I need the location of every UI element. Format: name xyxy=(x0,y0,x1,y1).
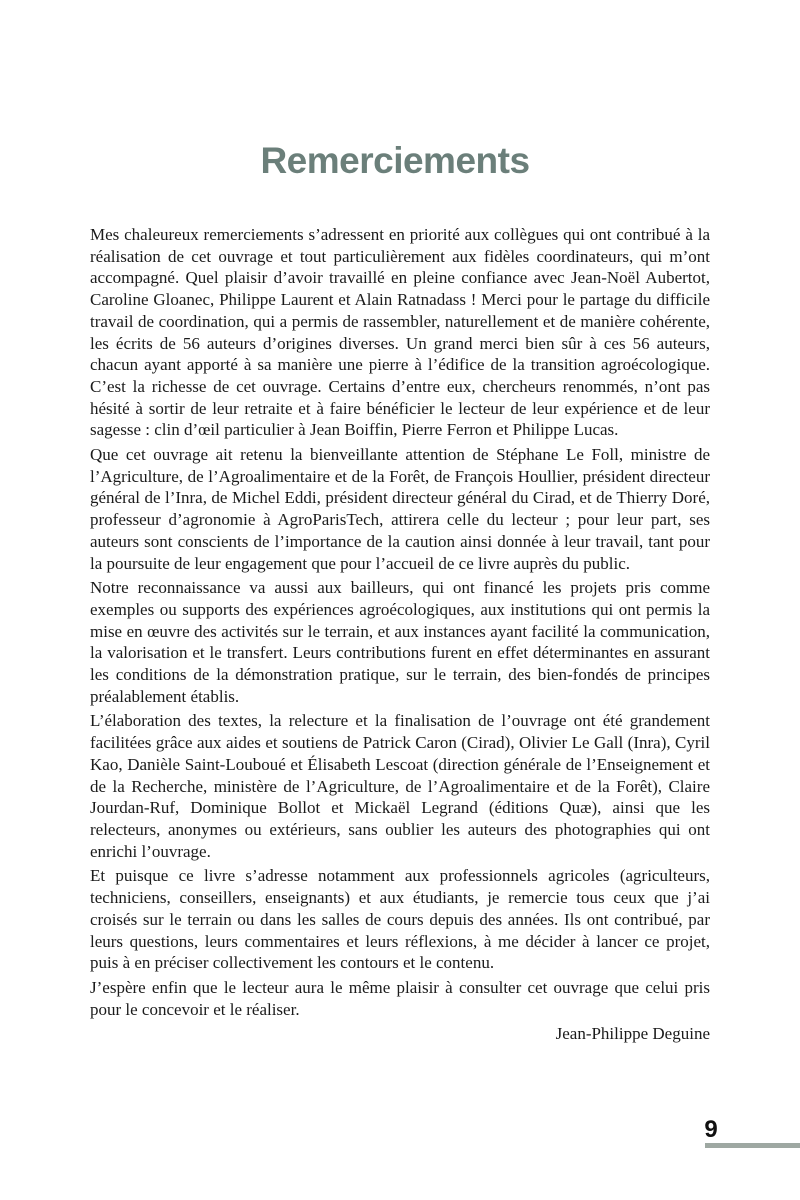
acknowledgments-body xyxy=(90,224,710,1048)
page-title: Remerciements xyxy=(260,140,530,181)
author-signature: Jean-Philippe Deguine xyxy=(555,1024,710,1044)
paragraph-4: L’élaboration des textes, la relecture et la finalisation de l’ouvrage ont été grandement facilitées grâce aux aides et soutiens de Patrick Caron (Cirad), Olivier Le Gall (Inra), Cyril Kao, Danièle Saint-Louboué et Élisabeth Lescoat (direction générale de l’Enseignement et de la Recherche, ministère de l’Agriculture, de l’Agroalimentaire et de la Forêt), Claire Jourdan-Ruf, Dominique Bollot et Mickaël Legrand (éditions Quæ), ainsi que les relecteurs, anonymes ou extérieurs, sans oublier les auteurs des photographies qui ont enrichi l’ouvrage. xyxy=(90,711,710,861)
paragraph-3: Notre reconnaissance va aussi aux bailleurs, qui ont financé les projets pris comme exemples ou supports des expériences agroécologiques, aux institutions qui ont permis la mise en œuvre des activités sur le terrain, et aux instances ayant facilité la communication, la valorisation et le transfert. Leurs contributions furent en effet déterminantes en assurant les conditions de la démonstration pratique, sur le terrain, des bien-fondés de principes préalablement établis. xyxy=(90,578,710,706)
paragraph-1: Mes chaleureux remerciements s’adressent en priorité aux collègues qui ont contribué à la réalisation de cet ouvrage et tout particulièrement aux fidèles coordinateurs, qui m’ont accompagné. Quel plaisir d’avoir travaillé en pleine confiance avec Jean-Noël Aubertot, Caroline Gloanec, Philippe Laurent et Alain Ratnadass ! Merci pour le partage du difficile travail de coordination, qui a permis de rassembler, naturellement et de manière cohérente, les écrits de 56 auteurs d’origines diverses. Un grand merci bien sûr à ces 56 auteurs, chacun ayant apporté à sa manière une pierre à l’édifice de la transition agroécologique. C’est la richesse de cet ouvrage. Certains d’entre eux, chercheurs renommés, n’ont pas hésité à sortir de leur retraite et à faire bénéficier le lecteur de leur expérience et de leur sagesse : clin d’œil particulier à Jean Boiffin, Pierre Ferron et Philippe Lucas. xyxy=(90,225,710,440)
page-number: 9 xyxy=(704,1116,718,1143)
paragraph-5: Et puisque ce livre s’adresse notamment aux professionnels agricoles (agriculteurs, techniciens, conseillers, enseignants) et aux étudiants, je remercie tous ceux que j’ai croisés sur le terrain ou dans les salles de cours depuis des années. Ils ont contribué, par leurs questions, leurs commentaires et leurs réflexions, à me décider à lancer ce projet, puis à en préciser collectivement les contours et le contenu. xyxy=(90,866,710,973)
paragraph-2: Que cet ouvrage ait retenu la bienveillante attention de Stéphane Le Foll, ministre de l’Agriculture, de l’Agroalimentaire et de la Forêt, de François Houllier, président directeur général de l’Inra, de Michel Eddi, président directeur général du Cirad, et de Thierry Doré, professeur d’agronomie à AgroParisTech, attirera celle du lecteur ; pour leur part, ses auteurs sont conscients de l’importance de la caution ainsi donnée à leur travail, tant pour la poursuite de leur engagement que pour l’accueil de ce livre auprès du public. xyxy=(90,445,710,573)
paragraph-6: J’espère enfin que le lecteur aura le même plaisir à consulter cet ouvrage que celui pris pour le concevoir et le réaliser. xyxy=(90,977,710,1019)
footer-rule xyxy=(705,1143,800,1148)
